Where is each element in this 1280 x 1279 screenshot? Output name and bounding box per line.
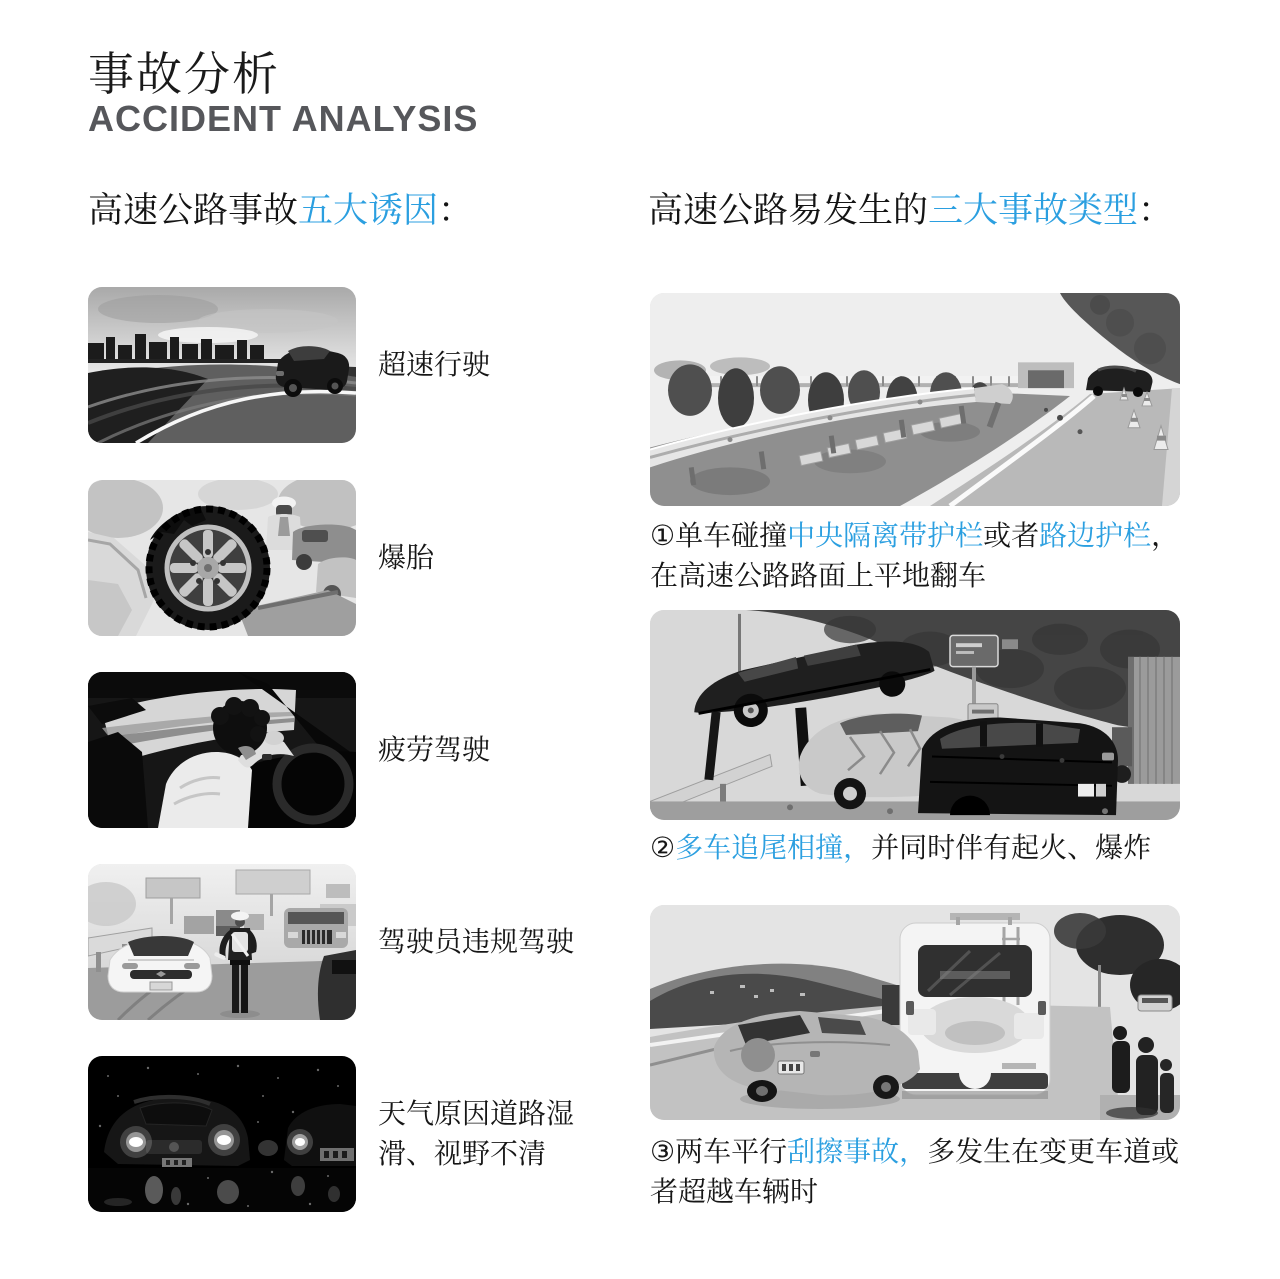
traffic-police-violation-photo	[88, 864, 356, 1020]
bus-car-scrape-photo	[650, 905, 1180, 1120]
cause-label-weather: 天气原因道路湿滑、视野不清	[378, 1098, 575, 1169]
caption-segment-highlight: 多车追尾相撞，	[675, 832, 872, 863]
caption-segment-highlight: 刮擦事故，	[787, 1136, 928, 1167]
caption-segment-highlight: 中央隔离带护栏	[787, 520, 984, 551]
left-section-heading	[88, 183, 473, 233]
bus-rear	[900, 913, 1050, 1099]
caption-segment: ②	[650, 832, 676, 863]
speeding-highway-photo	[88, 287, 356, 443]
cause-label-speeding: 超速行驶	[378, 349, 491, 380]
cause-label-violation: 驾驶员违规驾驶	[378, 926, 575, 957]
dark-suv	[918, 717, 1118, 815]
left-heading-colon: ：	[438, 191, 474, 230]
cause-row-fatigue	[88, 672, 648, 828]
fatigued-driver-photo	[88, 672, 356, 828]
cause-row-violation	[88, 864, 648, 1020]
multi-car-pileup-photo	[650, 610, 1180, 820]
tire-blowout-photo	[88, 480, 356, 636]
guardrail-crash-photo	[650, 293, 1180, 506]
right-heading-prefix: 高速公路易发生的	[648, 191, 929, 230]
cause-label-fatigue: 疲劳驾驶	[378, 734, 491, 765]
left-heading-highlight: 五大诱因	[298, 191, 439, 230]
cause-row-weather	[88, 1056, 648, 1212]
rainy-night-road-photo	[88, 1056, 356, 1212]
cause-row-blowout	[88, 480, 648, 636]
page-title-zh: 事故分析	[88, 48, 280, 100]
caption-segment: ①单车碰撞	[650, 520, 788, 551]
burst-wheel	[146, 506, 270, 630]
cause-row-speeding	[88, 287, 648, 443]
caption-segment: 或者	[983, 520, 1040, 551]
caption-segment: 并同时伴有起火、爆炸	[871, 832, 1152, 863]
left-heading-prefix: 高速公路事故	[88, 191, 299, 230]
accident-caption-3	[650, 1132, 1190, 1212]
caption-segment: 多发生在变更车道或者超越车辆时	[650, 1136, 1180, 1207]
right-heading-highlight: 三大事故类型	[928, 191, 1139, 230]
accident-caption-2	[650, 828, 1190, 868]
caption-segment-highlight: 路边护栏	[1039, 520, 1152, 551]
right-section-heading	[648, 183, 1173, 233]
striped-grille-suv	[284, 908, 348, 948]
caption-segment: ，在高速公路路面上平地翻车	[650, 520, 1180, 591]
page-title-en: ACCIDENT ANALYSIS	[88, 98, 479, 139]
accident-caption-1	[650, 516, 1190, 596]
right-heading-colon: ：	[1138, 191, 1174, 230]
caption-segment: ③两车平行	[650, 1136, 788, 1167]
cause-label-blowout: 爆胎	[378, 542, 435, 573]
